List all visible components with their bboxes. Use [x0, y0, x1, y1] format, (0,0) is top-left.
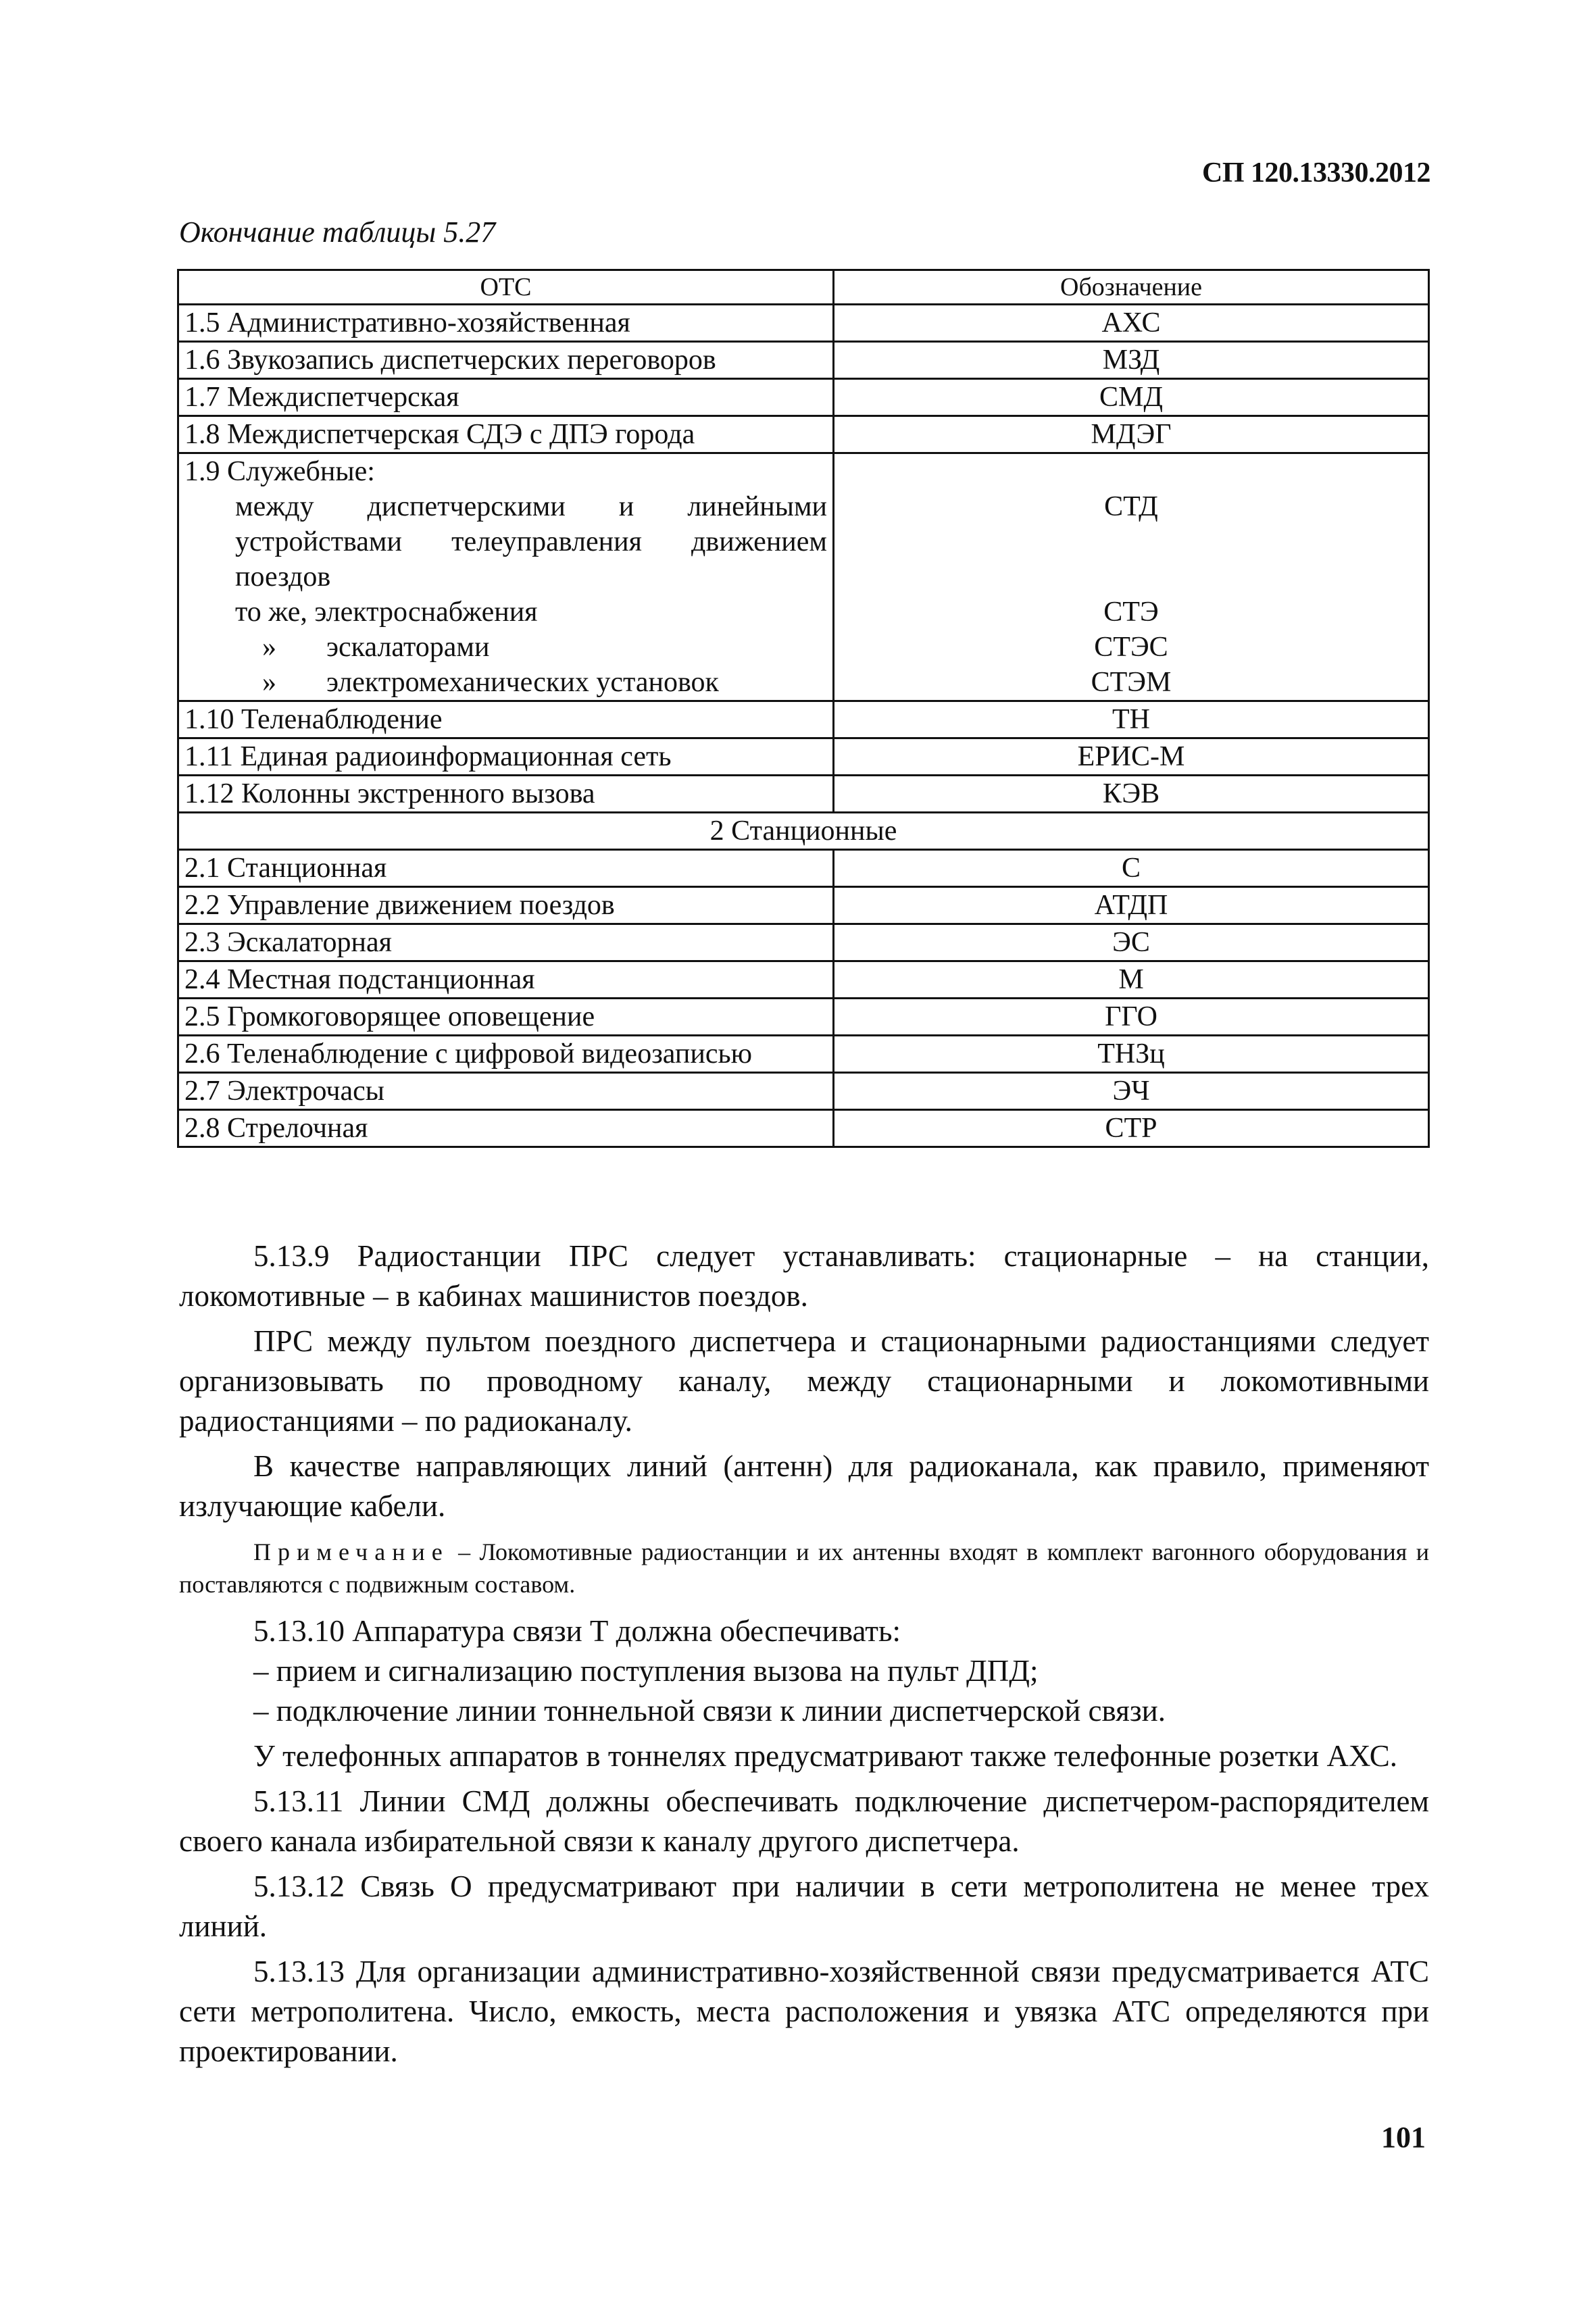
paragraph-5-13-9: 5.13.9 Радиостанции ПРС следует устанавливать: стационарные – на станции, локомотивные – в кабинах машинистов поездов. [179, 1239, 1429, 1313]
table-row [178, 850, 1429, 887]
row-code: АТДП [834, 887, 1429, 924]
row-name: 2.2 Управление движением поездов [178, 887, 834, 924]
section-heading: 2 Станционные [178, 813, 1429, 850]
service-line-6: электромеханических установок [326, 667, 719, 698]
service-line-4: то же, электроснабжения [235, 597, 538, 628]
service-title: 1.9 Служебные: [184, 456, 375, 487]
document-code: СП 120.13330.2012 [1202, 157, 1430, 188]
service-line-3: поездов [235, 561, 331, 593]
row-name: 1.8 Междиспетчерская СДЭ с ДПЭ города [178, 416, 834, 453]
column-header-designation: Обозначение [834, 270, 1429, 305]
note [179, 1536, 1429, 1601]
list-item: – подключение линии тоннельной связи к линии диспетчерской связи. [253, 1694, 1166, 1728]
row-code: М [834, 961, 1429, 999]
designation-table [177, 269, 1430, 1148]
paragraph-5-13-11: 5.13.11 Линии СМД должны обеспечивать подключение диспетчером-распорядителем своего канала избирательной связи к каналу другого диспетчера. [179, 1784, 1429, 1858]
table-row [178, 961, 1429, 999]
row-code: КЭВ [834, 776, 1429, 813]
table-row [178, 305, 1429, 342]
row-name: 2.1 Станционная [178, 850, 834, 887]
row-name: 2.5 Громкоговорящее оповещение [178, 999, 834, 1036]
table-row [178, 887, 1429, 924]
table-row [178, 379, 1429, 416]
paragraph-antennas: В качестве направляющих линий (антенн) для радиоканала, как правило, применяют излучающие кабели. [179, 1449, 1429, 1523]
row-code: ЕРИС-М [834, 738, 1429, 776]
paragraph-sockets: У телефонных аппаратов в тоннелях предусматривают также телефонные розетки АХС. [253, 1739, 1398, 1773]
row-code: МЗД [834, 342, 1429, 379]
row-code: АХС [834, 305, 1429, 342]
service-line-2: устройствами телеуправления движением [235, 526, 827, 557]
service-row-name [178, 453, 834, 701]
row-name: 1.12 Колонны экстренного вызова [178, 776, 834, 813]
service-code-3: СТЭС [1094, 632, 1168, 663]
table-row [178, 924, 1429, 961]
service-code-2: СТЭ [1103, 597, 1159, 628]
section-heading-row [178, 813, 1429, 850]
service-code-1: СТД [1104, 491, 1158, 522]
row-code: ЭЧ [834, 1073, 1429, 1110]
row-name: 2.8 Стрелочная [178, 1110, 834, 1147]
row-code: СМД [834, 379, 1429, 416]
paragraph-prs-channels: ПРС между пультом поездного диспетчера и стационарными радиостанциями следует организовывать по проводному каналу, между стационарными и локомотивными радиостанциями – по радиоканалу. [179, 1324, 1429, 1438]
table-row [178, 416, 1429, 453]
row-name: 1.6 Звукозапись диспетчерских переговоров [178, 342, 834, 379]
row-name: 1.11 Единая радиоинформационная сеть [178, 738, 834, 776]
row-code: С [834, 850, 1429, 887]
table-row [178, 999, 1429, 1036]
note-text: – Локомотивные радиостанции и их антенны входят в комплект вагонного оборудования и поставляются с подвижным составом. [179, 1538, 1429, 1598]
note-label: Примечание [253, 1538, 449, 1565]
table-row [178, 1036, 1429, 1073]
table-row [178, 776, 1429, 813]
row-code: ТНЗц [834, 1036, 1429, 1073]
table-caption: Окончание таблицы 5.27 [179, 216, 496, 249]
row-name: 1.7 Междиспетчерская [178, 379, 834, 416]
row-name: 2.4 Местная подстанционная [178, 961, 834, 999]
table-row-service [178, 453, 1429, 701]
paragraph-5-13-10: 5.13.10 Аппаратура связи Т должна обеспечивать: [253, 1614, 901, 1648]
ditto-mark: » [262, 632, 276, 663]
ditto-mark: » [262, 667, 276, 698]
body-text [179, 1236, 1429, 2071]
row-code: ЭС [834, 924, 1429, 961]
service-line-1: между диспетчерскими и линейными [235, 491, 827, 522]
service-line-5-wrap [184, 630, 827, 665]
row-code: СТР [834, 1110, 1429, 1147]
page-number: 101 [1381, 2121, 1426, 2154]
service-line-5: эскалаторами [326, 632, 490, 663]
row-code: МДЭГ [834, 416, 1429, 453]
row-name: 2.3 Эскалаторная [178, 924, 834, 961]
table-row [178, 701, 1429, 738]
row-name: 2.7 Электрочасы [178, 1073, 834, 1110]
service-code-4: СТЭМ [1091, 667, 1172, 698]
table-row [178, 738, 1429, 776]
table-row [178, 342, 1429, 379]
row-code: ГГО [834, 999, 1429, 1036]
paragraph-5-13-13: 5.13.13 Для организации административно-хозяйственной связи предусматривается АТС сети метрополитена. Число, емкость, места расположения и увязка АТС определяются при проектировании. [179, 1955, 1429, 2068]
table-header-row [178, 270, 1429, 305]
table-row [178, 1110, 1429, 1147]
row-name: 1.5 Административно-хозяйственная [178, 305, 834, 342]
paragraph-5-13-12: 5.13.12 Связь О предусматривают при наличии в сети метрополитена не менее трех линий. [179, 1869, 1429, 1943]
list-item: – прием и сигнализацию поступления вызова на пульт ДПД; [253, 1654, 1039, 1688]
column-header-ots: ОТС [178, 270, 834, 305]
row-name: 2.6 Теленаблюдение с цифровой видеозаписью [178, 1036, 834, 1073]
service-line-6-wrap [184, 665, 827, 700]
row-name: 1.10 Теленаблюдение [178, 701, 834, 738]
row-code: ТН [834, 701, 1429, 738]
service-row-codes [834, 453, 1429, 701]
table-row [178, 1073, 1429, 1110]
